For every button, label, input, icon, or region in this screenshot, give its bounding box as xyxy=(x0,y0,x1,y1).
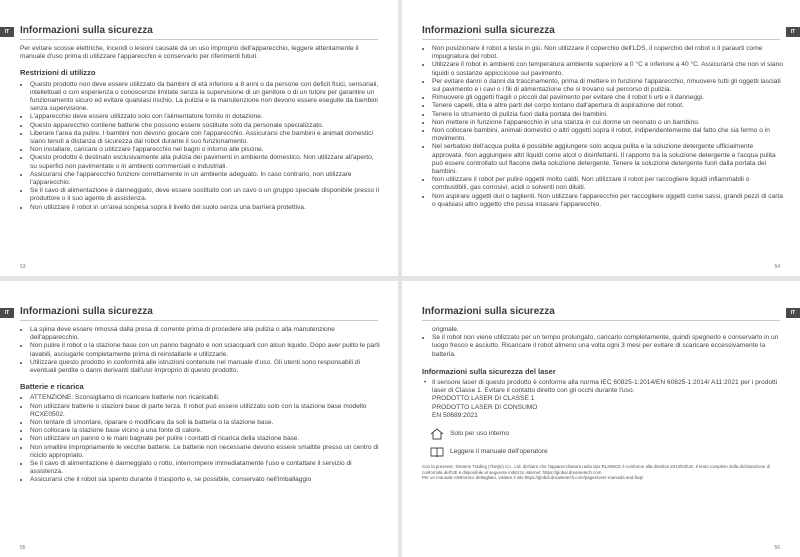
list-item: • Non collocare bambini, animali domestici o altri oggetti sopra il robot, indipendentemente dal fatto che sia fermo o in movimento. xyxy=(432,127,784,143)
laser-standard-line: EN 50689:2021 xyxy=(432,411,478,419)
section-heading: Batterie e ricarica xyxy=(20,382,84,392)
page-56 xyxy=(402,281,800,557)
list-item: • Utilizzare questo prodotto in conformità alle istruzioni contenute nel manuale d'uso. Gli utenti sono responsabili di eventuali perdite o danni derivanti dall'uso improprio di questo prodotto. xyxy=(30,359,382,375)
list-item: • Non utilizzare il robot per pulire oggetti molto caldi. Non utilizzare il robot per raccogliere liquidi infiammabili o combustibili, gas corrosivi, acidi o solventi non diluiti. xyxy=(432,176,784,192)
page-title: Informazioni sulla sicurezza xyxy=(422,25,555,36)
list-item: • Se il cavo di alimentazione è danneggiato o rotto, interrompere immediatamente l'uso e contattare il servizio di assistenza. xyxy=(30,460,382,476)
laser-text: Il sensore laser di questo prodotto è conforme alla norma IEC 60825-1:2014/EN 60825-1:2014/ A11:2021 per i prodotti laser di Classe 1. Evitare il contatto diretto con gli occhi durante l'uso. xyxy=(432,379,778,395)
language-tag: IT xyxy=(0,308,14,318)
laser-class-line: PRODOTTO LASER DI CLASSE 1 xyxy=(432,395,535,403)
title-divider xyxy=(422,39,780,40)
title-divider xyxy=(422,320,780,321)
list-item: • Questo prodotto non deve essere utilizzato da bambini di età inferiore a 8 anni o da persone con deficit fisici, sensoriali, intellettuali o con esperienza o conoscenze limitate senza la supervisione di un genitore o di un tutore per garantire un funzionamento sicuro ed evitare qualsiasi rischio. La pulizia e la manutenzione non devono essere eseguite da bambini senza supervisione. xyxy=(30,81,382,114)
list-item: • Questo apparecchio contiene batterie che possono essere sostituite solo da personale specializzato. xyxy=(30,122,382,130)
laser-list xyxy=(422,379,784,420)
list-item: • Non smaltire impropriamente le vecchie batterie. Le batterie non necessarie devono essere smaltite presso un centro di riciclo appropriato. xyxy=(30,444,382,460)
laser-consumer-line: PRODOTTO LASER DI CONSUMO xyxy=(432,403,538,411)
continuation-text: originale. xyxy=(432,326,459,333)
page-content xyxy=(422,326,784,481)
list-item: • L'apparecchio deve essere utilizzato solo con l'alimentatore fornito in dotazione. xyxy=(30,113,382,121)
storage-list xyxy=(422,334,784,359)
read-manual-row xyxy=(422,446,784,458)
title-divider xyxy=(20,320,378,321)
list-item: • Utilizzare il robot in ambienti con temperatura ambiente superiore a 0 °C e inferiore a 40 °C. Assicurarsi che non vi siano liquidi o sostanze appiccicose sul pavimento. xyxy=(432,61,784,77)
list-item: • Assicurarsi che l'apparecchio funzioni correttamente in un ambiente adeguato. In caso contrario, non utilizzare l'apparecchio. xyxy=(30,171,382,187)
list-item: • Non utilizzare un panno o le mani bagnate per pulire i contatti di ricarica della stazione base. xyxy=(30,435,382,443)
conformity-declaration: Con la presente, Dreame Trading (Tianjin) Co., Ltd. dichiara che l'apparecchiatura radio tipo RLX95CE è conforme alla direttiva 2014/53/UE. Il testo completo della dichiarazione di conformità dell'UE è disponibile al seguente indirizzo internet: https://global.dreametech.com xyxy=(422,464,770,475)
list-item: • Non tentare di smontare, riparare o modificare da soli la batteria o la stazione base. xyxy=(30,419,382,427)
page-number: 55 xyxy=(20,545,26,551)
list-item xyxy=(432,379,784,420)
list-item: • Non pulire il robot o la stazione base con un panno bagnato e non sciacquarli con alcun liquido. Dopo aver pulito le parti lavabili, asciugarle completamente prima di reinstallarle e utilizzarle. xyxy=(30,342,382,358)
list-item: • Non utilizzare batterie o stazioni base di parte terza. Il robot può essere utilizzato solo con la stazione base modello RCXE0502. xyxy=(30,403,382,419)
intro-paragraph: Per evitare scosse elettriche, incendi o lesioni causate da un uso improprio dell'apparecchio, leggere attentamente il manuale d'uso prima di utilizzare l'apparecchio e conservarlo per riferimenti futuri. xyxy=(20,45,359,61)
page-title: Informazioni sulla sicurezza xyxy=(422,306,555,317)
section-heading: Restrizioni di utilizzo xyxy=(20,68,96,78)
page-title: Informazioni sulla sicurezza xyxy=(20,306,153,317)
legal-notice xyxy=(422,464,784,481)
house-icon xyxy=(430,428,444,440)
page-content xyxy=(20,326,382,485)
list-item: • Assicurarsi che il robot sia spento durante il trasporto e, se possibile, conservato nell'imballaggio xyxy=(30,476,382,484)
title-divider xyxy=(20,39,378,40)
manual-link-text: Per un manuale elettronico dettagliato, visitare il sito https://global.dreametech.com/pages/user-manuals-and-faqs xyxy=(422,475,644,481)
list-item: • ATTENZIONE: Sconsigliamo di ricaricare batterie non ricaricabili. xyxy=(30,394,382,402)
list-item: • Non utilizzare il robot in un'area sospesa sopra il livello del suolo senza una barriera protettiva. xyxy=(30,204,382,212)
list-item: • Nel serbatoio dell'acqua pulita è possibile aggiungere solo acqua pulita e la soluzione detergente ufficialmente approvata. Non aggiungere altri liquidi come alcol o disinfettanti. Il rapporto tra la soluzione detergente e l'acqua pulita può essere controllato sul flacone della soluzione detergente. Tenere la soluzione detergente fuori dalla portata dei bambini. xyxy=(432,143,784,176)
list-item: • Se il cavo di alimentazione è danneggiato, deve essere sostituito con un cavo o un gruppo speciale disponibile presso il produttore o il suo agente di assistenza. xyxy=(30,187,382,203)
page-53 xyxy=(0,0,398,276)
language-tag: IT xyxy=(786,27,800,37)
read-manual-label: Leggere il manuale dell'operatore xyxy=(450,447,548,455)
page-title: Informazioni sulla sicurezza xyxy=(20,25,153,36)
page-54 xyxy=(402,0,800,276)
page-number: 54 xyxy=(774,264,780,270)
indoor-use-row xyxy=(422,428,784,440)
list-item: • Non posizionare il robot a testa in giù. Non utilizzare il coperchio dell'LDS, il coperchio del robot o il paraurti come impugnatura del robot. xyxy=(432,45,784,61)
section-heading: Informazioni sulla sicurezza del laser xyxy=(422,366,556,376)
list-item: • Tenere capelli, dita e altre parti del corpo lontano dall'apertura di aspirazione del robot. xyxy=(432,102,784,110)
page-content xyxy=(20,45,382,212)
list-item: • Non aspirare oggetti duri o taglienti. Non utilizzare l'apparecchio per raccogliere oggetti come sassi, grandi pezzi di carta o qualsiasi altro oggetto che possa intasare l'apparecchio. xyxy=(432,193,784,209)
list-item: • Questo prodotto è destinato esclusivamente alla pulizia dei pavimenti in ambiente domestico. Non utilizzare all'aperto, su superfici non pavimentate o in ambienti commerciali o industriali. xyxy=(30,154,382,170)
page-number: 56 xyxy=(774,545,780,551)
language-tag: IT xyxy=(786,308,800,318)
safety-list xyxy=(422,45,784,209)
page-55 xyxy=(0,281,398,557)
list-item: • Liberare l'area da pulire. I bambini non devono giocare con l'apparecchio. Assicurarsi che bambini e animali domestici siano tenuti a distanza di sicurezza dal robot durante il suo funzionamento. xyxy=(30,130,382,146)
list-item: • Tenere lo strumento di pulizia fuori dalla portata dei bambini. xyxy=(432,111,784,119)
list-item: • Non collocare la stazione base vicino a una fonte di calore. xyxy=(30,427,382,435)
list-item: • Se il robot non viene utilizzato per un tempo prolungato, caricarlo completamente, quindi spegnerlo e conservarlo in un luogo fresco e asciutto. Ricaricare il robot almeno una volta ogni 3 mesi per evitare di scaricare eccessivamente la batteria. xyxy=(432,334,784,359)
battery-list xyxy=(20,394,382,484)
language-tag: IT xyxy=(0,27,14,37)
maintenance-list xyxy=(20,326,382,375)
page-number: 53 xyxy=(20,264,26,270)
list-item: • La spina deve essere rimossa dalla presa di corrente prima di procedere alla pulizia o alla manutenzione dell'apparecchio. xyxy=(30,326,382,342)
book-icon xyxy=(430,446,444,458)
page-content xyxy=(422,45,784,209)
list-item: • Rimuovere gli oggetti fragili o piccoli dal pavimento per evitare che il robot li urti e li danneggi. xyxy=(432,94,784,102)
list-item: • Per evitare danni o danni da trascinamento, prima di mettere in funzione l'apparecchio, rimuovere tutti gli oggetti lasciati sul pavimento e i cavi o i fili di alimentazione che si trovano sul percorso di pulizia. xyxy=(432,78,784,94)
list-item: • Non installare, caricare o utilizzare l'apparecchio nei bagni o intorno alle piscine. xyxy=(30,146,382,154)
restrictions-list xyxy=(20,81,382,212)
list-item: • Non mettere in funzione l'apparecchio in una stanza in cui dorme un neonato o un bambino. xyxy=(432,119,784,127)
indoor-use-label: Solo per uso interno xyxy=(450,429,510,437)
